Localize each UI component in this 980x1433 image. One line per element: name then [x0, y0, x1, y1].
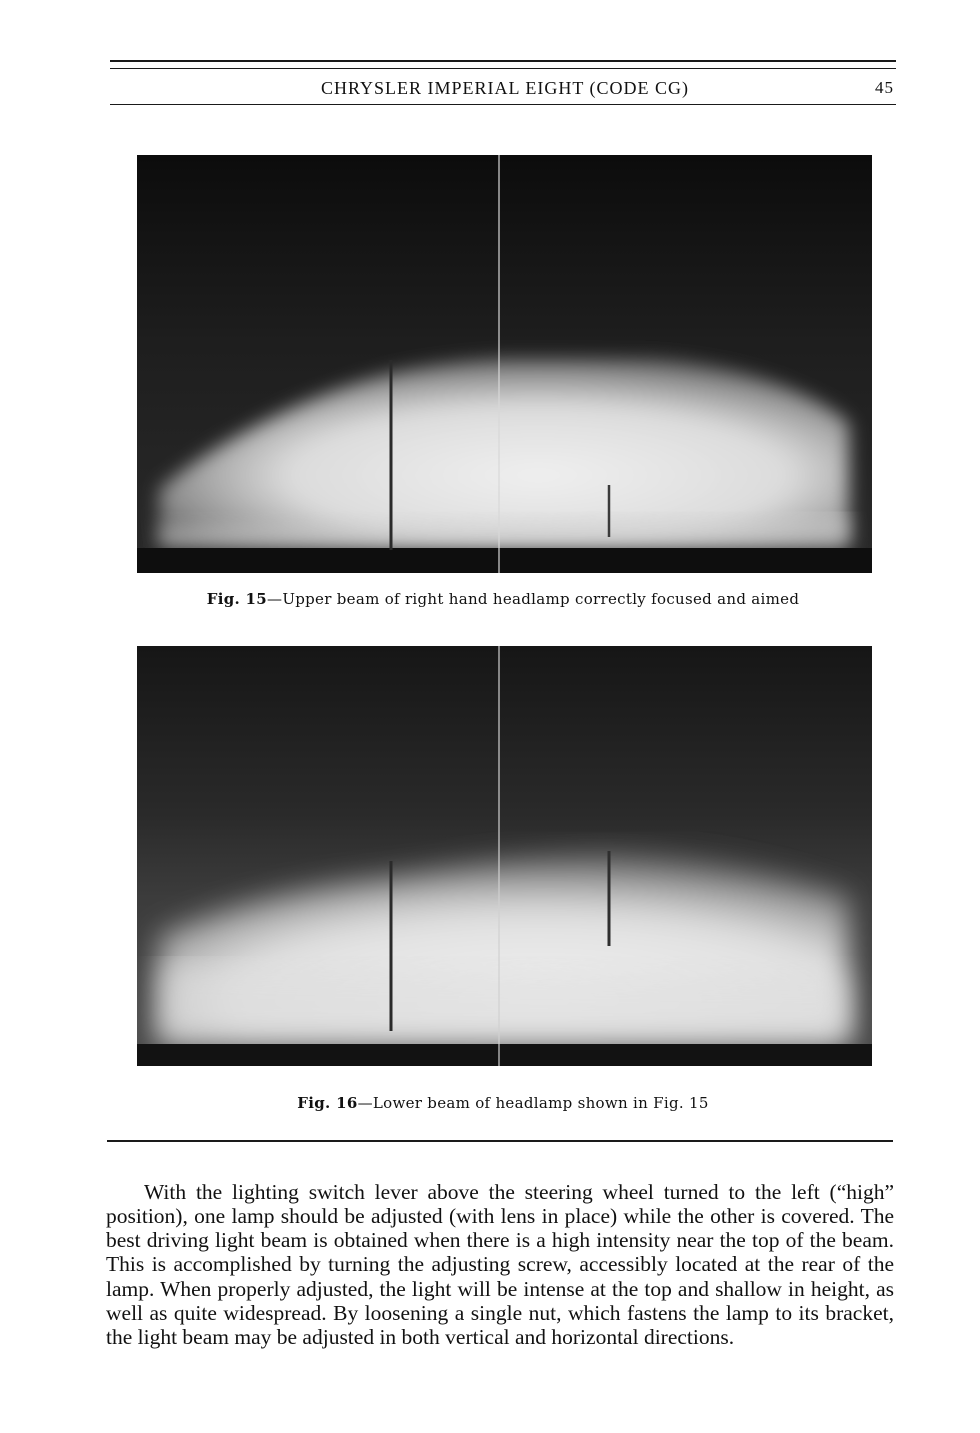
figure-15-caption-text: —Upper beam of right hand headlamp correctly focused and aimed — [267, 590, 800, 608]
figure-15-caption — [110, 590, 896, 608]
figure-15-beam-image — [137, 155, 872, 573]
figure-16-caption — [110, 1094, 896, 1112]
running-head — [110, 78, 896, 100]
figure-16-photo — [137, 646, 872, 1066]
running-head-title: CHRYSLER IMPERIAL EIGHT (CODE CG) — [320, 78, 689, 98]
section-divider — [107, 1140, 893, 1142]
header-rule-top — [110, 60, 896, 62]
page-number: 45 — [875, 78, 894, 97]
figure-16-label: Fig. 16 — [297, 1094, 358, 1112]
header-rule-top-thin — [110, 68, 896, 69]
figure-15-photo — [137, 155, 872, 573]
figure-15-label: Fig. 15 — [206, 590, 268, 608]
figure-16-beam-image — [137, 646, 872, 1066]
body-paragraph: With the lighting switch lever above the steering wheel turned to the left (“high” position), one lamp should be adjusted (with lens in place) while the other is covered. The best driving light beam is obtained when there is a high intensity near the top of the beam. This is accomplished by turning the adjusting screw, accessibly located at the rear of the lamp. When properly adjusted, the light will be intense at the top and shallow in height, as well as quite widespread. By loosening a single nut, which fastens the lamp to its bracket, the light beam may be adjusted in both vertical and horizontal directions. — [106, 1179, 894, 1350]
figure-16-caption-text: —Lower beam of headlamp shown in Fig. 15 — [357, 1094, 709, 1112]
header-rule-bottom — [110, 104, 896, 105]
